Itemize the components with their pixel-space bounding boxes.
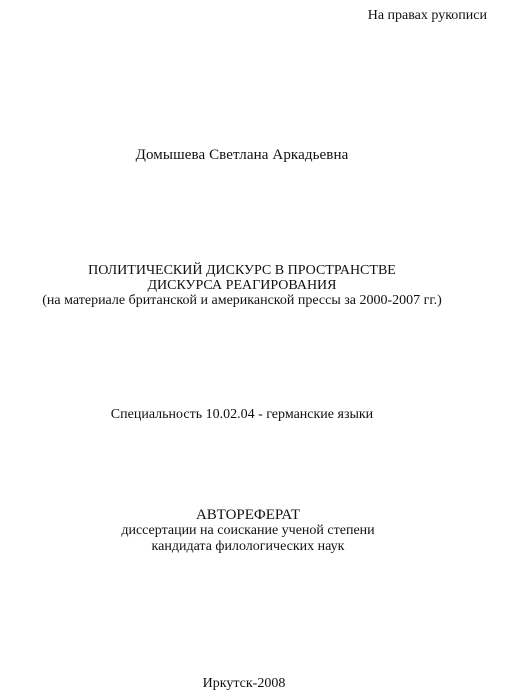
title-line-3: (на материале британской и американской прессы за 2000-2007 гг.): [42, 293, 442, 308]
specialty-line: Специальность 10.02.04 - германские языки: [110, 407, 374, 422]
title-line-1: ПОЛИТИЧЕСКИЙ ДИСКУРС В ПРОСТРАНСТВЕ: [88, 263, 396, 278]
author-name: Домышева Светлана Аркадьевна: [135, 147, 349, 163]
title-line-2: ДИСКУРСА РЕАГИРОВАНИЯ: [147, 278, 337, 293]
abstract-line-2: диссертации на соискание ученой степени: [121, 523, 375, 538]
city-year: Иркутск-2008: [202, 676, 286, 691]
manuscript-note: На правах рукописи: [367, 8, 487, 23]
abstract-label: АВТОРЕФЕРАТ: [195, 507, 301, 523]
abstract-line-3: кандидата филологических наук: [151, 539, 345, 554]
